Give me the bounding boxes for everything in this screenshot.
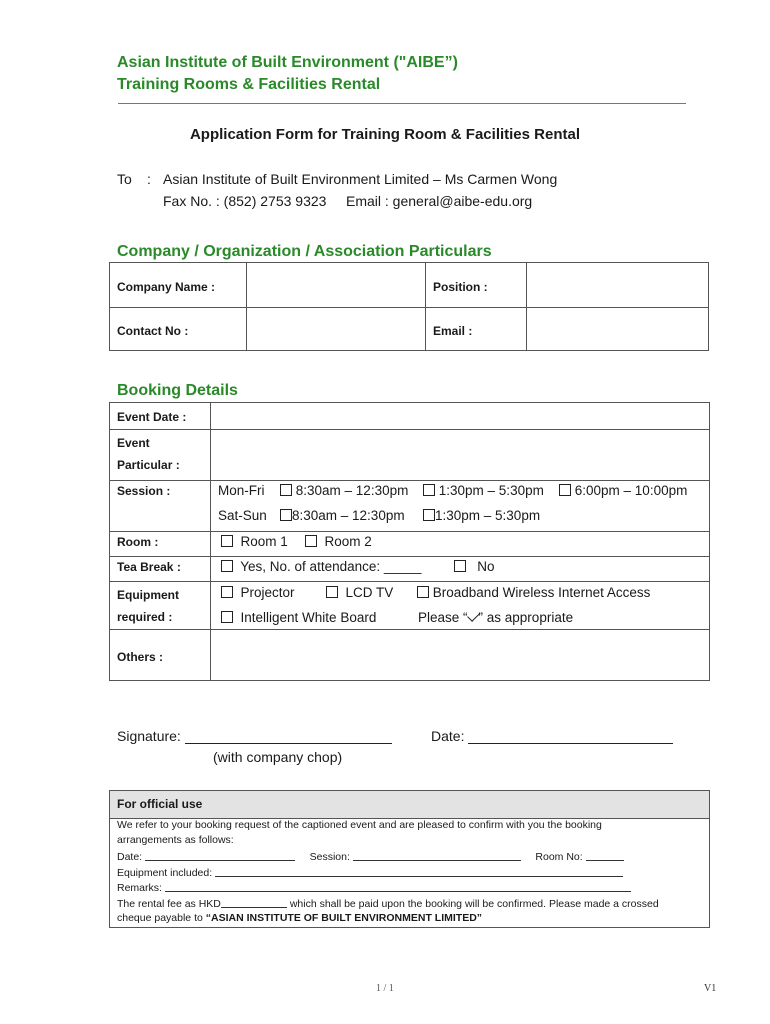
recipient-email: Email : general@aibe-edu.org bbox=[346, 193, 533, 209]
form-title: Application Form for Training Room & Facilities Rental bbox=[189, 126, 581, 143]
version-label: V1 bbox=[704, 983, 717, 994]
satsun-morning-label: 8:30am – 12:30pm bbox=[292, 508, 405, 523]
monfri-label: Mon-Fri bbox=[218, 483, 265, 498]
official-date-blank bbox=[145, 850, 295, 861]
event-particular-field[interactable] bbox=[211, 430, 709, 480]
please-note bbox=[418, 610, 573, 625]
official-equipment-label: Equipment included: bbox=[117, 867, 213, 879]
position-label: Position : bbox=[433, 280, 488, 294]
session-label: Session : bbox=[117, 484, 171, 498]
recipient-name: Asian Institute of Built Environment Limited – Ms Carmen Wong bbox=[163, 171, 558, 187]
signature-line[interactable] bbox=[185, 727, 392, 744]
checkbox-icon[interactable] bbox=[221, 611, 233, 623]
broadband-label: Broadband Wireless Internet Access bbox=[432, 585, 651, 600]
header-divider bbox=[118, 103, 686, 104]
official-fee-row bbox=[117, 897, 659, 910]
room-1-option[interactable] bbox=[221, 534, 288, 549]
to-label: To bbox=[117, 171, 132, 187]
date-label: Date: bbox=[431, 728, 465, 744]
official-room-label: Room No: bbox=[535, 851, 583, 863]
booking-table bbox=[109, 402, 710, 681]
official-cheque-row bbox=[117, 912, 482, 924]
satsun-label: Sat-Sun bbox=[218, 508, 267, 523]
official-equipment-row bbox=[117, 866, 623, 879]
rental-heading: Training Rooms & Facilities Rental bbox=[117, 76, 381, 93]
tea-no-label: No bbox=[477, 559, 495, 574]
others-field[interactable] bbox=[211, 630, 709, 680]
checkbox-icon[interactable] bbox=[417, 586, 429, 598]
company-name-label: Company Name : bbox=[117, 280, 216, 294]
monfri-evening-option[interactable] bbox=[559, 483, 687, 498]
satsun-morning-option[interactable] bbox=[280, 508, 405, 523]
checkmark-icon bbox=[467, 609, 480, 622]
company-name-field[interactable] bbox=[247, 263, 425, 307]
official-fee-start: The rental fee as HKD bbox=[117, 898, 221, 910]
date-line[interactable] bbox=[468, 727, 673, 744]
official-fee-end: which shall be paid upon the booking will be confirmed. Please made a crossed bbox=[289, 898, 659, 910]
contact-no-field[interactable] bbox=[247, 308, 425, 351]
divider bbox=[110, 480, 709, 481]
checkbox-icon[interactable] bbox=[221, 586, 233, 598]
official-equipment-blank bbox=[215, 866, 623, 877]
event-date-label: Event Date : bbox=[117, 410, 187, 424]
event-date-field[interactable] bbox=[211, 403, 709, 429]
official-date-label: Date: bbox=[117, 851, 143, 863]
satsun-afternoon-option[interactable] bbox=[423, 508, 540, 523]
checkbox-icon[interactable] bbox=[280, 484, 292, 496]
particular-label: Particular : bbox=[117, 458, 180, 472]
required-label: required : bbox=[117, 610, 173, 624]
monfri-afternoon-option[interactable] bbox=[423, 483, 544, 498]
official-text-line: We refer to your booking request of the captioned event and are pleased to confirm with you the booking bbox=[117, 819, 602, 831]
tea-yes-option[interactable] bbox=[221, 559, 421, 574]
fax-number: Fax No. : (852) 2753 9323 bbox=[163, 193, 327, 209]
signature-label: Signature: bbox=[117, 728, 181, 744]
room-1-label: Room 1 bbox=[240, 534, 288, 549]
projector-label: Projector bbox=[240, 585, 295, 600]
checkbox-icon[interactable] bbox=[326, 586, 338, 598]
please-note-end: ” as appropriate bbox=[478, 610, 574, 625]
company-chop-note: (with company chop) bbox=[213, 749, 343, 765]
tea-break-label: Tea Break : bbox=[117, 560, 181, 574]
checkbox-icon[interactable] bbox=[423, 509, 435, 521]
lcd-tv-option[interactable] bbox=[326, 585, 393, 600]
others-label: Others : bbox=[117, 650, 164, 664]
official-remarks-row bbox=[117, 881, 631, 894]
equipment-label: Equipment bbox=[117, 588, 179, 602]
monfri-morning-label: 8:30am – 12:30pm bbox=[295, 483, 409, 498]
official-fee-blank bbox=[221, 897, 287, 908]
tea-no-option[interactable] bbox=[454, 559, 495, 574]
divider bbox=[110, 531, 709, 532]
room-2-label: Room 2 bbox=[324, 534, 372, 549]
whiteboard-label: Intelligent White Board bbox=[240, 610, 377, 625]
divider bbox=[110, 581, 709, 582]
monfri-evening-label: 6:00pm – 10:00pm bbox=[574, 483, 688, 498]
checkbox-icon[interactable] bbox=[221, 560, 233, 572]
satsun-afternoon-label: 1:30pm – 5:30pm bbox=[435, 508, 541, 523]
org-heading: Asian Institute of Built Environment ("AIBE”) bbox=[117, 54, 458, 71]
position-field[interactable] bbox=[527, 263, 709, 307]
checkbox-icon[interactable] bbox=[305, 535, 317, 547]
tea-yes-label: Yes, No. of attendance: _____ bbox=[240, 559, 422, 574]
event-label: Event bbox=[117, 436, 150, 450]
room-label: Room : bbox=[117, 535, 159, 549]
official-room-blank bbox=[586, 850, 624, 861]
divider bbox=[110, 556, 709, 557]
monfri-morning-option[interactable] bbox=[280, 483, 408, 498]
booking-section-title: Booking Details bbox=[117, 382, 238, 399]
official-use-header bbox=[110, 791, 709, 819]
official-session-label: Session: bbox=[309, 851, 350, 863]
checkbox-icon[interactable] bbox=[280, 509, 292, 521]
date-row bbox=[431, 727, 673, 744]
monfri-afternoon-label: 1:30pm – 5:30pm bbox=[438, 483, 544, 498]
official-remarks-label: Remarks: bbox=[117, 882, 162, 894]
page-number: 1 / 1 bbox=[376, 983, 394, 994]
official-text-line: arrangements as follows: bbox=[117, 834, 234, 846]
official-cheque-payee: “ASIAN INSTITUTE OF BUILT ENVIRONMENT LIMITED” bbox=[205, 912, 483, 924]
official-remarks-blank bbox=[165, 881, 631, 892]
checkbox-icon[interactable] bbox=[221, 535, 233, 547]
signature-row bbox=[117, 727, 392, 744]
checkbox-icon[interactable] bbox=[559, 484, 571, 496]
lcd-tv-label: LCD TV bbox=[345, 585, 394, 600]
checkbox-icon[interactable] bbox=[423, 484, 435, 496]
to-colon: : bbox=[147, 171, 151, 187]
company-table bbox=[109, 262, 709, 351]
contact-no-label: Contact No : bbox=[117, 324, 189, 338]
email-label: Email : bbox=[433, 324, 473, 338]
official-session-blank bbox=[353, 850, 521, 861]
broadband-option[interactable] bbox=[417, 585, 650, 600]
projector-option[interactable] bbox=[221, 585, 295, 600]
email-field[interactable] bbox=[527, 308, 709, 351]
official-cheque-start: cheque payable to bbox=[117, 912, 206, 924]
please-note-start: Please “ bbox=[418, 610, 468, 625]
official-use-box bbox=[109, 790, 710, 928]
whiteboard-option[interactable] bbox=[221, 610, 376, 625]
company-section-title: Company / Organization / Association Particulars bbox=[117, 243, 492, 260]
room-2-option[interactable] bbox=[305, 534, 372, 549]
checkbox-icon[interactable] bbox=[454, 560, 466, 572]
official-use-title: For official use bbox=[117, 797, 203, 811]
official-date-session-room bbox=[117, 850, 624, 863]
